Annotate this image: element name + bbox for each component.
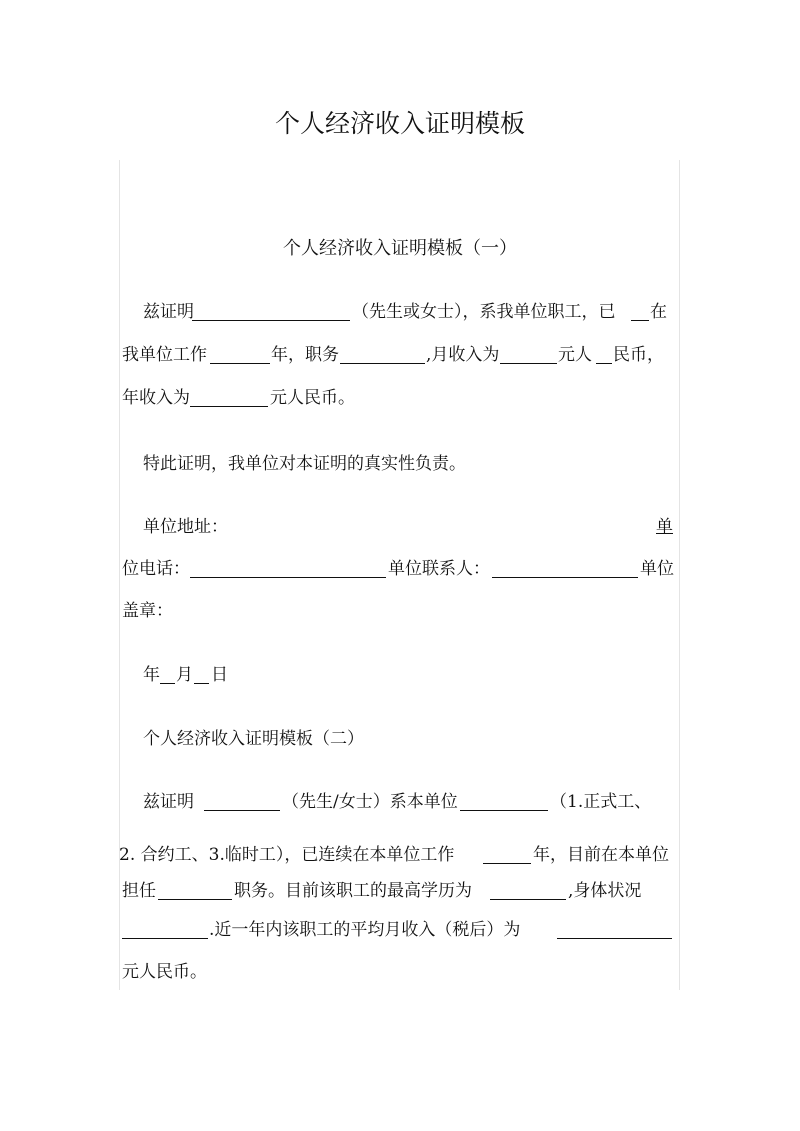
t2-type-blank[interactable] xyxy=(460,810,548,811)
t1-l2-d: 元人 xyxy=(558,345,592,365)
t1-name-blank[interactable] xyxy=(192,320,350,321)
t1-l1-a: 兹证明 xyxy=(143,302,194,322)
t1-date-year: 年 xyxy=(143,665,160,685)
t2-income-blank[interactable] xyxy=(557,938,672,939)
t2-position-blank[interactable] xyxy=(158,899,232,900)
t1-phone-label: 位电话： xyxy=(122,559,190,579)
t1-wrap-2: 单位 xyxy=(640,559,674,579)
t1-mid-blank[interactable] xyxy=(596,363,612,364)
t1-day-blank[interactable] xyxy=(194,683,209,684)
t1-date-month: 月 xyxy=(176,665,193,685)
t1-l2-c: ,月收入为 xyxy=(426,345,500,365)
t1-date-day: 日 xyxy=(211,665,228,685)
t2-name-blank[interactable] xyxy=(204,810,280,811)
t1-phone-blank[interactable] xyxy=(190,577,386,578)
t1-seal-label: 盖章： xyxy=(122,601,173,621)
document-title: 个人经济收入证明模板 xyxy=(274,109,525,138)
t1-wrap-1: 单 xyxy=(656,517,673,537)
t2-l5-a: 元人民币。 xyxy=(122,962,207,982)
t2-health-blank[interactable] xyxy=(122,938,208,939)
t1-contact-blank[interactable] xyxy=(492,577,638,578)
t1-l2-b: 年，职务 xyxy=(271,345,339,365)
t1-l1-c: 在 xyxy=(650,302,667,322)
t2-l2-a: 2. 合约工、3.临时工），已连续在本单位工作 xyxy=(119,845,455,865)
t2-years-blank[interactable] xyxy=(483,863,531,864)
t1-position-blank[interactable] xyxy=(340,363,425,364)
t2-l3-c: ,身体状况 xyxy=(568,881,642,901)
t2-l3-a: 担任 xyxy=(122,881,156,901)
t1-years-blank[interactable] xyxy=(631,320,649,321)
t1-monthly-blank[interactable] xyxy=(500,363,557,364)
t1-l2-e: 民币， xyxy=(613,345,664,365)
t2-education-blank[interactable] xyxy=(490,899,566,900)
t1-l2-a: 我单位工作 xyxy=(122,345,207,365)
template2-heading: 个人经济收入证明模板（二） xyxy=(143,729,364,749)
t2-l1-b: （先生/女士）系本单位 xyxy=(282,792,458,812)
right-margin-line xyxy=(679,160,680,990)
t1-contact-label: 单位联系人： xyxy=(388,559,490,579)
t1-annual-blank[interactable] xyxy=(190,406,268,407)
t2-l3-b: 职务。目前该职工的最高学历为 xyxy=(234,881,472,901)
template1-heading: 个人经济收入证明模板（一） xyxy=(283,238,517,259)
t1-work-years-blank[interactable] xyxy=(210,363,270,364)
t2-l4-a: .近一年内该职工的平均月收入（税后）为 xyxy=(209,920,521,940)
t1-l3-b: 元人民币。 xyxy=(270,388,355,408)
t2-l1-a: 兹证明 xyxy=(143,792,194,812)
t1-l1-b: （先生或女士），系我单位职工，已 xyxy=(352,302,616,322)
t1-statement: 特此证明，我单位对本证明的真实性负责。 xyxy=(143,454,466,474)
t2-l2-b: 年，目前在本单位 xyxy=(533,845,669,865)
t1-month-blank[interactable] xyxy=(160,683,175,684)
t1-l3-a: 年收入为 xyxy=(122,388,190,408)
t1-address-label: 单位地址： xyxy=(143,517,228,537)
t2-l1-c: （1.正式工、 xyxy=(550,792,652,812)
